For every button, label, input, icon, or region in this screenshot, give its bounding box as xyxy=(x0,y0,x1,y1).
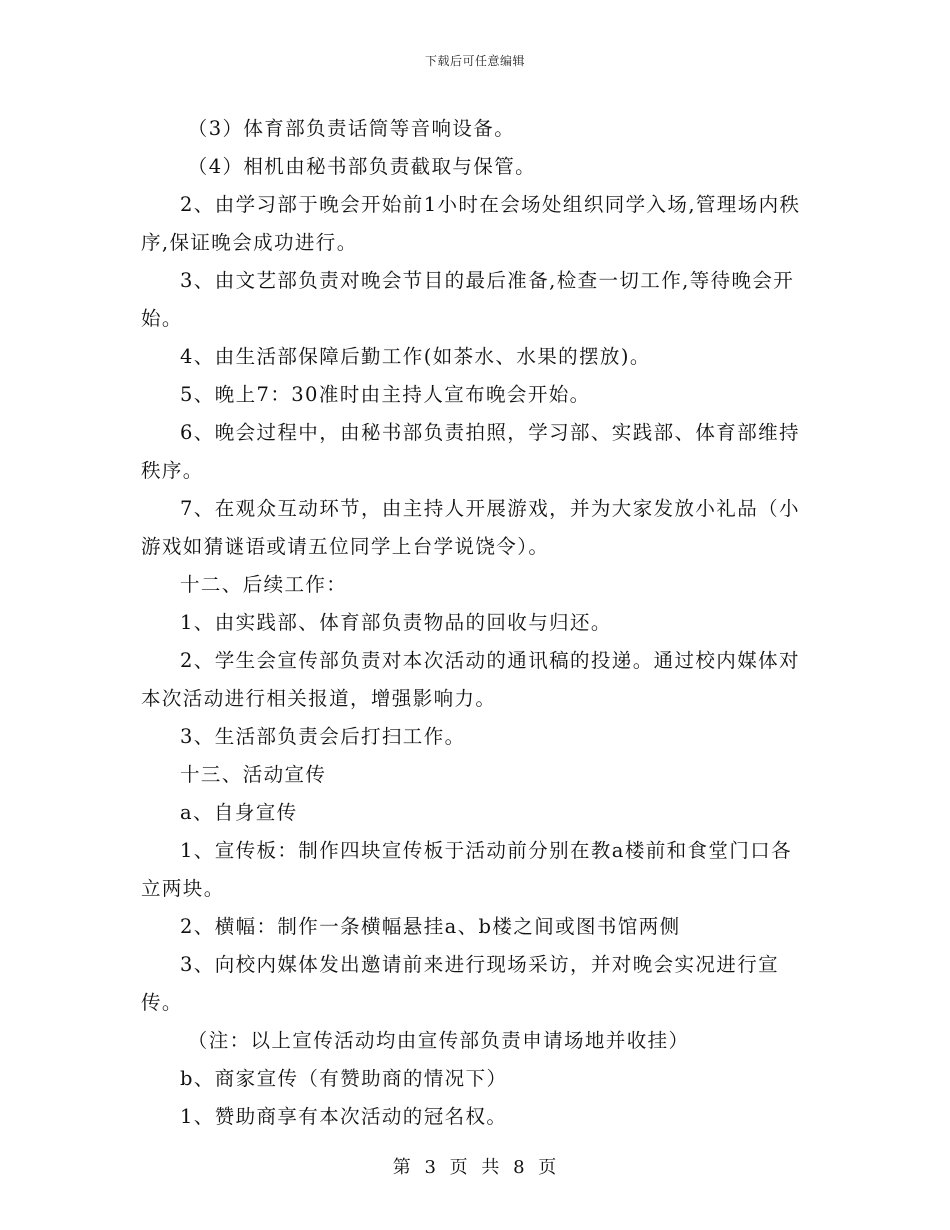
paragraph: （3）体育部负责话筒等音响设备。 xyxy=(187,117,516,140)
page-header: 下载后可任意编辑 xyxy=(424,54,525,68)
section-heading: 十二、后续工作： xyxy=(180,573,348,596)
subsection-heading: b、商家宣传（有赞助商的情况下） xyxy=(180,1067,508,1090)
paragraph: 3、生活部负责会后打扫工作。 xyxy=(180,725,466,748)
note-paragraph: （注：以上宣传活动均由宣传部负责申请场地并收挂） xyxy=(187,1029,690,1052)
document-body xyxy=(141,110,809,1136)
paragraph: 2、学生会宣传部负责对本次活动的通讯稿的投递。通过校内媒体对本次活动进行相关报道，增强影响力。 xyxy=(141,649,800,710)
paragraph: 3、由文艺部负责对晚会节目的最后准备,检查一切工作,等待晚会开始。 xyxy=(141,269,795,330)
section-heading: 十三、活动宣传 xyxy=(180,763,327,786)
paragraph: （4）相机由秘书部负责截取与保管。 xyxy=(187,155,537,178)
subsection-heading: a、自身宣传 xyxy=(180,801,298,824)
paragraph: 1、由实践部、体育部负责物品的回收与归还。 xyxy=(180,611,612,634)
paragraph: 2、由学习部于晚会开始前1小时在会场处组织同学入场,管理场内秩序,保证晚会成功进行。 xyxy=(141,193,801,254)
page-footer: 第 3 页 共 8 页 xyxy=(392,1157,558,1178)
paragraph: 4、由生活部保障后勤工作(如茶水、水果的摆放)。 xyxy=(180,345,651,368)
paragraph: 7、在观众互动环节，由主持人开展游戏，并为大家发放小礼品（小游戏如猜谜语或请五位同学上台学说饶令）。 xyxy=(141,497,800,558)
paragraph: 2、横幅：制作一条横幅悬挂a、b楼之间或图书馆两侧 xyxy=(180,915,681,938)
paragraph: 5、晚上7：30准时由主持人宣布晚会开始。 xyxy=(180,383,591,406)
paragraph: 3、向校内媒体发出邀请前来进行现场采访，并对晚会实况进行宣传。 xyxy=(141,953,780,1014)
paragraph: 1、宣传板：制作四块宣传板于活动前分别在教a楼前和食堂门口各立两块。 xyxy=(141,839,793,900)
paragraph: 1、赞助商享有本次活动的冠名权。 xyxy=(180,1105,508,1128)
paragraph: 6、晚会过程中，由秘书部负责拍照，学习部、实践部、体育部维持秩序。 xyxy=(141,421,800,482)
